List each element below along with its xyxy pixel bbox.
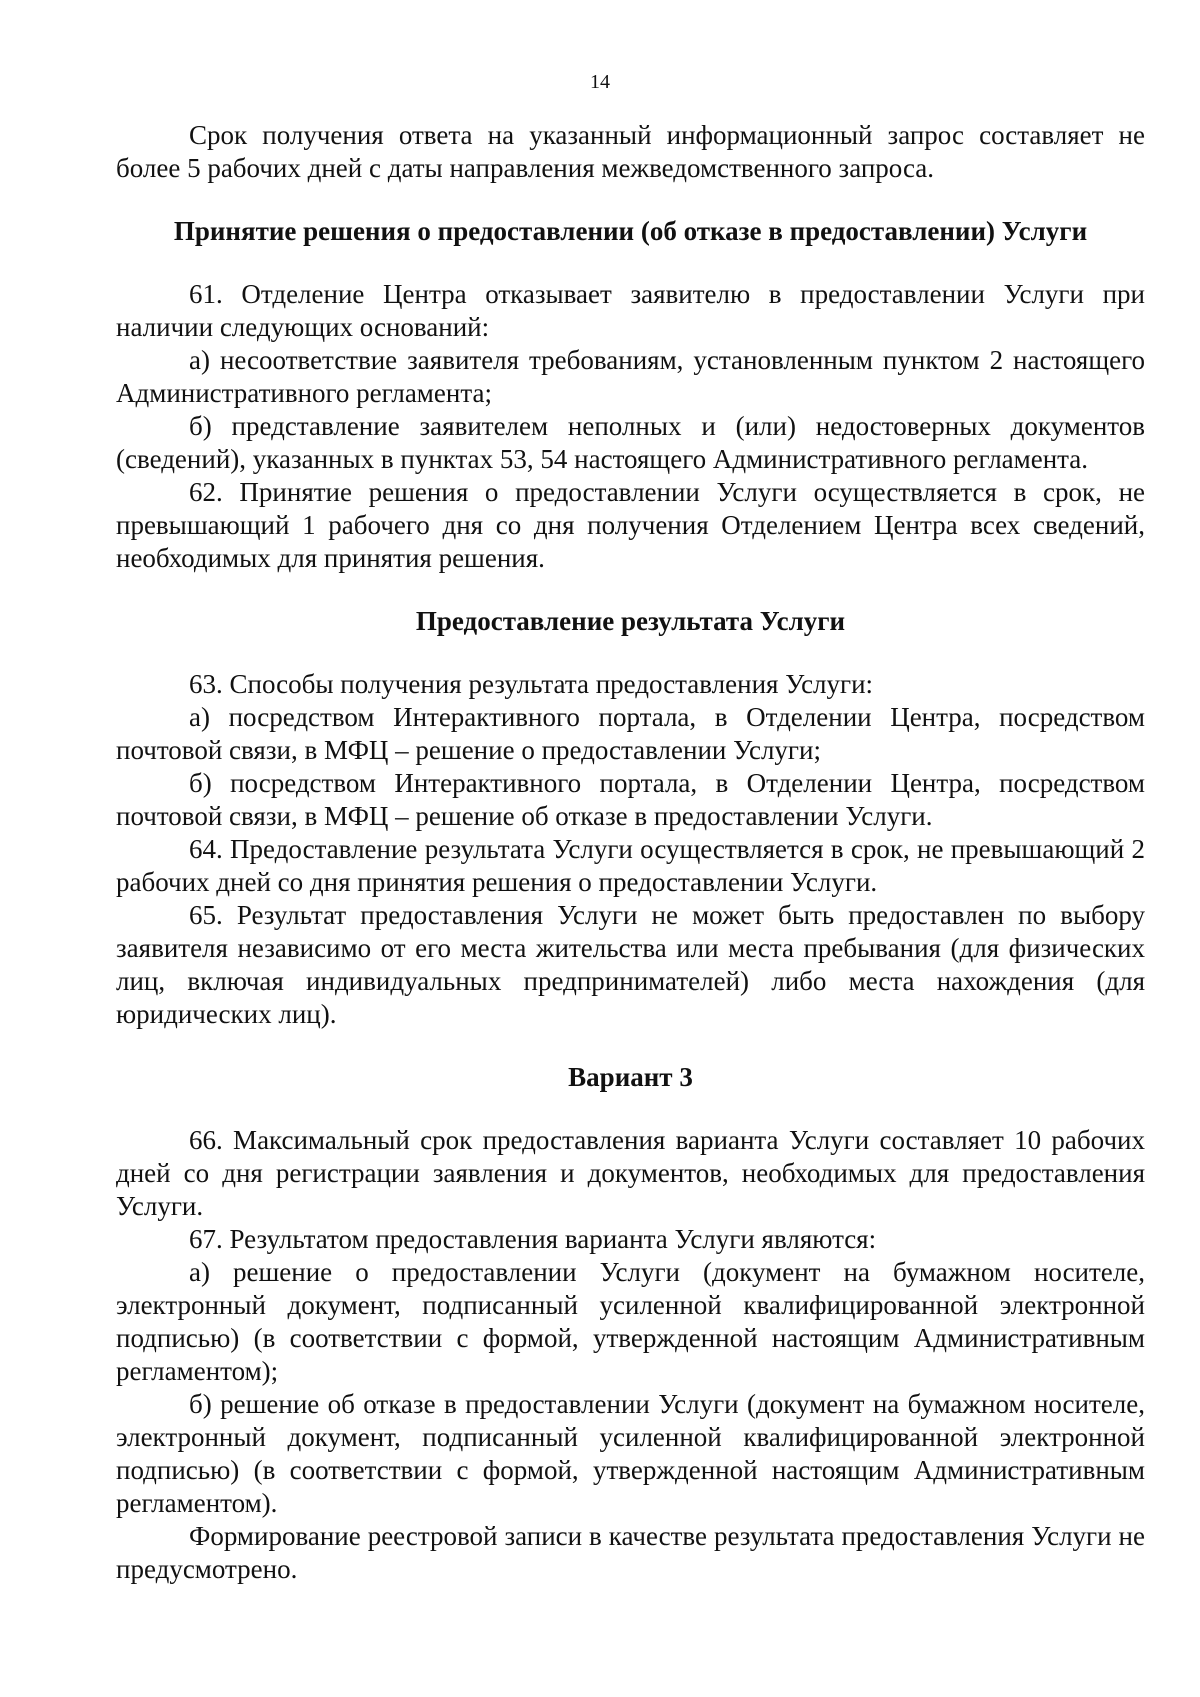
paragraph-63-b: б) посредством Интерактивного портала, в Отделении Центра, посредством почтовой связи, в МФЦ – решение об отказе в предоставлении Услуги. xyxy=(116,768,1145,831)
paragraph-65: 65. Результат предоставления Услуги не может быть предоставлен по выбору заявителя независимо от его места жительства или места пребывания (для физических лиц, включая индивидуальных предпринимателей) либо места нахождения (для юридических лиц). xyxy=(116,900,1145,1029)
paragraph-67-a: а) решение о предоставлении Услуги (документ на бумажном носителе, электронный документ, подписанный усиленной квалифицированной электронной подписью) (в соответствии с формой, утвержденной настоящим Административным регламентом); xyxy=(116,1257,1145,1386)
section-heading-variant-3: Вариант 3 xyxy=(568,1062,693,1092)
paragraph-62: 62. Принятие решения о предоставлении Услуги осуществляется в срок, не превышающий 1 рабочего дня со дня получения Отделением Центра всех сведений, необходимых для принятия решения. xyxy=(116,477,1145,573)
section-heading-result: Предоставление результата Услуги xyxy=(415,606,846,636)
paragraph-64: 64. Предоставление результата Услуги осуществляется в срок, не превышающий 2 рабочих дней со дня принятия решения о предоставлении Услуги. xyxy=(116,834,1145,897)
paragraph-response-term: Срок получения ответа на указанный информационный запрос составляет не более 5 рабочих дней с даты направления межведомственного запроса. xyxy=(116,120,1145,183)
page-number: 14 xyxy=(590,71,610,93)
paragraph-61-b: б) представление заявителем неполных и (или) недостоверных документов (сведений), указанных в пунктах 53, 54 настоящего Административного регламента. xyxy=(116,411,1145,474)
paragraph-registry-record: Формирование реестровой записи в качестве результата предоставления Услуги не предусмотрено. xyxy=(116,1521,1145,1584)
paragraph-61: 61. Отделение Центра отказывает заявителю в предоставлении Услуги при наличии следующих оснований: xyxy=(116,279,1145,342)
paragraph-67: 67. Результатом предоставления варианта Услуги являются: xyxy=(189,1224,877,1254)
paragraph-63: 63. Способы получения результата предоставления Услуги: xyxy=(189,669,874,699)
paragraph-61-a: а) несоответствие заявителя требованиям, установленным пунктом 2 настоящего Административного регламента; xyxy=(116,345,1145,408)
paragraph-66: 66. Максимальный срок предоставления варианта Услуги составляет 10 рабочих дней со дня регистрации заявления и документов, необходимых для предоставления Услуги. xyxy=(116,1125,1145,1221)
section-heading-decision: Принятие решения о предоставлении (об отказе в предоставлении) Услуги xyxy=(173,216,1088,246)
paragraph-67-b: б) решение об отказе в предоставлении Услуги (документ на бумажном носителе, электронный документ, подписанный усиленной квалифицированной электронной подписью) (в соответствии с формой, утвержденной настоящим Административным регламентом). xyxy=(116,1389,1145,1518)
document-body xyxy=(116,119,1145,1586)
paragraph-63-a: а) посредством Интерактивного портала, в Отделении Центра, посредством почтовой связи, в МФЦ – решение о предоставлении Услуги; xyxy=(116,702,1145,765)
